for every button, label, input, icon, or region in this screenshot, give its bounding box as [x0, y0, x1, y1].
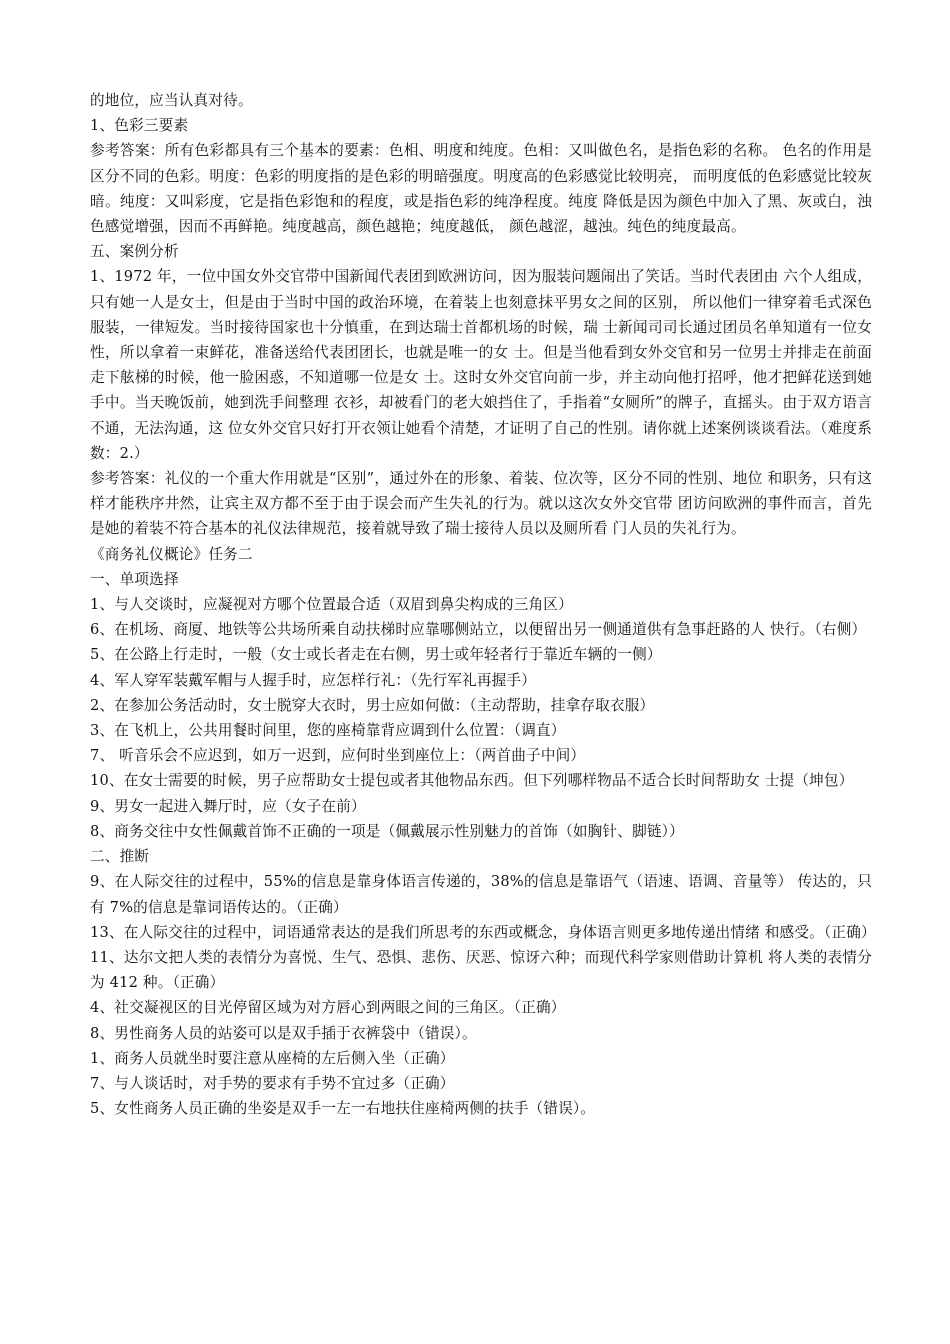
list-item: 9、在人际交往的过程中，55%的信息是靠身体语言传递的，38%的信息是靠语气（语速、语调、音量等） 传达的，只有 7%的信息是靠词语传达的。（正确）	[90, 873, 872, 916]
section-heading: 二、推断	[90, 848, 150, 866]
list-item: 6、在机场、商厦、地铁等公共场所乘自动扶梯时应靠哪侧站立，以便留出另一侧通道供有急事赶路的人 快行。（右侧）	[90, 621, 867, 639]
list-item: 10、在女士需要的时候，男子应帮助女士提包或者其他物品东西。但下列哪样物品不适合长时间帮助女 士提（坤包）	[90, 772, 854, 790]
task-title: 《商务礼仪概论》任务二	[90, 545, 253, 563]
list-item: 7、与人谈话时，对手势的要求有手势不宜过多（正确）	[90, 1074, 455, 1092]
list-item: 4、军人穿军装戴军帽与人握手时，应怎样行礼：（先行军礼再握手）	[90, 671, 537, 689]
answer-paragraph: 参考答案：所有色彩都具有三个基本的要素：色相、明度和纯度。色相：又叫做色名，是指色彩的名称。 色名的作用是区分不同的色彩。明度：色彩的明度指的是色彩的明暗强度。明度高的色彩感觉比较明亮， 而明度低的色彩感觉比较灰暗。纯度：又叫彩度，它是指色彩饱和的程度，或是指色彩的纯净程度。纯度 降低是因为颜色中加入了黑、灰或白，浊色感觉增强，因而不再鲜艳。纯度越高，颜色越艳；纯度越低， 颜色越涩，越浊。纯色的纯度最高。	[90, 142, 872, 236]
answer-paragraph: 参考答案：礼仪的一个重大作用就是“区别”，通过外在的形象、着装、位次等，区分不同的性别、地位 和职务，只有这样才能秩序井然，让宾主双方都不至于由于误会而产生失礼的行为。就以这次女外交官带 团访问欧洲的事件而言，首先是她的着装不符合基本的礼仪法律规范，接着就导致了瑞士接待人员以及厕所看 门人员的失礼行为。	[90, 470, 872, 538]
section-heading: 一、单项选择	[90, 570, 179, 588]
list-item: 5、女性商务人员正确的坐姿是双手一左一右地扶住座椅两侧的扶手（错误）。	[90, 1100, 596, 1118]
list-item: 4、社交凝视区的目光停留区域为对方唇心到两眼之间的三角区。（正确）	[90, 999, 566, 1017]
list-item: 2、在参加公务活动时，女士脱穿大衣时，男士应如何做：（主动帮助，挂拿存取衣服）	[90, 696, 655, 714]
list-item: 8、商务交往中女性佩戴首饰不正确的一项是（佩戴展示性别魅力的首饰（如胸针、脚链））	[90, 822, 684, 840]
list-item: 8、男性商务人员的站姿可以是双手插于衣裤袋中（错误）。	[90, 1024, 477, 1042]
list-item: 11、达尔文把人类的表情分为喜悦、生气、恐惧、悲伤、厌恶、惊讶六种；而现代科学家则借助计算机 将人类的表情分为 412 种。（正确）	[90, 948, 872, 992]
list-item: 5、在公路上行走时，一般（女士或长者走在右侧，男士或年轻者行于靠近车辆的一侧）	[90, 646, 662, 664]
case-paragraph: 1、1972 年，一位中国女外交官带中国新闻代表团到欧洲访问，因为服装问题闹出了笑话。当时代表团由 六个人组成，只有她一人是女士，但是由于当时中国的政治环境，在着装上也刻意抹平男女之间的区别， 所以他们一律穿着毛式深色服装，一律短发。当时接待国家也十分慎重，在到达瑞士首都机场的时候，瑞 士新闻司司长通过团员名单知道有一位女性，所以拿着一束鲜花，准备送给代表团团长，也就是唯一的女 士。但是当他看到女外交官和另一位男士并排走在前面走下舷梯的时候，他一脸困惑，不知道哪一位是女 士。这时女外交官向前一步，并主动向他打招呼，他才把鲜花送到她手中。当天晚饭前，她到洗手间整理 衣衫，却被看门的老大娘挡住了，手指着“女厕所”的牌子，直摇头。由于双方语言不通，无法沟通，这 位女外交官只好打开衣领让她看个清楚，才证明了自己的性别。请你就上述案例谈谈看法。（难度系数：2.）	[90, 268, 873, 462]
section-heading: 五、案例分析	[90, 243, 179, 261]
paragraph-continuation: 的地位，应当认真对待。	[90, 92, 253, 109]
list-item: 3、在飞机上，公共用餐时间里，您的座椅靠背应调到什么位置：（调直）	[90, 722, 566, 740]
document-body	[90, 88, 876, 1121]
list-item: 1、与人交谈时，应凝视对方哪个位置最合适（双眉到鼻尖构成的三角区）	[90, 596, 573, 614]
question-heading: 1、色彩三要素	[90, 117, 189, 135]
list-item: 13、在人际交往的过程中，词语通常表达的是我们所思考的东西或概念，身体语言则更多地传递出情绪 和感受。（正确）	[90, 923, 876, 941]
list-item: 9、男女一起进入舞厅时，应（女子在前）	[90, 797, 366, 815]
list-item: 1、商务人员就坐时要注意从座椅的左后侧入坐（正确）	[90, 1049, 455, 1067]
list-item: 7、 听音乐会不应迟到，如万一迟到，应何时坐到座位上：（两首曲子中间）	[90, 747, 586, 765]
